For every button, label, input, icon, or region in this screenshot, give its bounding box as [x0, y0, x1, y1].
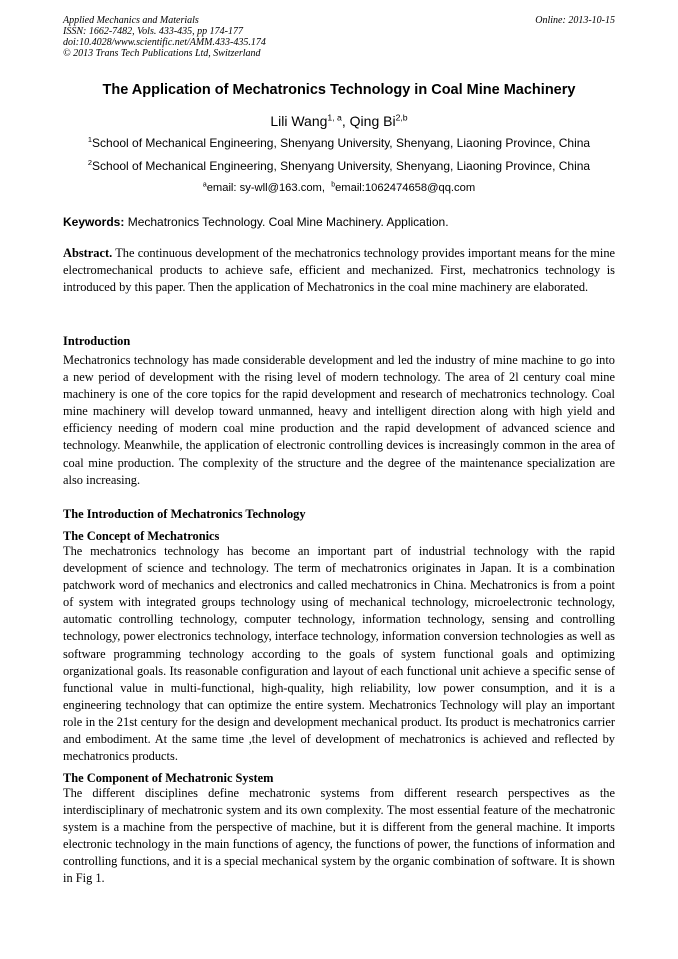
affiliation-text: School of Mechanical Engineering, Shenyang University, Shenyang, Liaoning Province, China — [92, 136, 591, 150]
subsection-heading-concept: The Concept of Mechatronics — [63, 529, 220, 543]
journal-doi: doi:10.4028/www.scientific.net/AMM.433-435.174 — [63, 37, 266, 48]
affiliation-superscript: 1 — [87, 135, 93, 144]
email-link[interactable]: email:1062474658@qq.com — [335, 182, 476, 194]
journal-info — [63, 15, 615, 59]
abstract-label: Abstract. — [63, 246, 113, 260]
keywords-label: Keywords: — [63, 215, 125, 229]
online-date: Online: 2013-10-15 — [535, 15, 615, 26]
component-paragraph: The different disciplines define mechatronic systems from different research perspectives as the interdisciplinary of mechatronic system and its own complexity. The most essential feature of the mechatronic system is a machine from the perspective of machine, but it is different from the general machine. It imports electronic technology in the main functions of agency, the functions of power, the functions of information and controlling functions, and it is a special mechanical system by the organic combination of software. It is shown in Fig 1. — [63, 786, 615, 886]
email-link[interactable]: email: sy-wll@163.com, — [206, 182, 325, 194]
concept-paragraph: The mechatronics technology has become an important part of industrial technology with the rapid development of science and technology. The term of mechatronics originates in Japan. It is a combination patchwork word of mechanics and electronics and called mechatronics in China. Mechatronics is from a point of system with integrated groups technology using of mechanical technology, microelectronic technology, automatic controlling technology, computer technology, information technology, sensing and controlling technology, power electronics technology, interface technology, information conversion technologies as well as software programming technology according to the goals of system functional goals and optimizing organizational goals. Its reasonable configuration and layout of each functional unit achieve a specific sense of functional value in multi-functional, high-quality, high reliability, low power consumption, and it is a engineering technology that can optimize the entire system. Mechatronics Technology will play an important role in the 21st century for the design and development mechanical product. Its product is mechatronics carrier and embodiment. At the same time ,the level of development of mechatronics is achieved and reflected by mechatronics products. — [63, 544, 615, 764]
journal-header — [63, 15, 615, 59]
abstract-text: The continuous development of the mechatronics technology provides important means for the mine electromechanical products to achieve safe, efficient and mechanized. First, mechatronics technology is introduced by this paper. Then the application of Mechatronics in the coal mine machinery are elaborated. — [63, 246, 616, 295]
journal-name: Applied Mechanics and Materials — [63, 15, 199, 26]
abstract-paragraph — [63, 245, 615, 296]
journal-issn: ISSN: 1662-7482, Vols. 433-435, pp 174-177 — [63, 26, 243, 37]
email-line — [40, 181, 638, 195]
introduction-paragraph: Mechatronics technology has made considerable development and led the industry of mine machine to go into a new period of development with the rising level of modern technology. The area of 2l century coal mine machinery is one of the core topics for the rapid development and research of mechatronics technology. Coal mine machinery will develop toward unmanned, heavy and intelligent direction along with high yield and efficiency needing of modern coal mine production and the rapid development of advanced science and technology. Meanwhile, the application of electronic controlling devices is increasingly common in the area of coal mine production. The complexity of the structure and the degree of the maintenance specialization are also increasing. — [63, 353, 615, 487]
affiliation-2 — [40, 159, 638, 174]
author-name: Lili Wang — [270, 113, 328, 129]
keywords-text: Mechatronics Technology. Coal Mine Machinery. Application. — [127, 215, 449, 229]
affiliation-1 — [40, 136, 638, 151]
affiliation-text: School of Mechanical Engineering, Shenyang University, Shenyang, Liaoning Province, China — [92, 159, 591, 173]
section-heading-intro-mechatronics: The Introduction of Mechatronics Technology — [63, 507, 306, 521]
paper-title: The Application of Mechatronics Technology in Coal Mine Machinery — [102, 82, 576, 98]
keywords-line — [63, 215, 615, 230]
author-superscript: 1, a — [327, 112, 342, 123]
email-superscript: b — [331, 181, 336, 189]
journal-copyright: © 2013 Trans Tech Publications Ltd, Switzerland — [63, 48, 261, 59]
author-name: Qing Bi — [349, 113, 396, 129]
author-separator: , — [341, 113, 350, 129]
subsection-heading-component: The Component of Mechatronic System — [63, 771, 274, 785]
section-heading-introduction: Introduction — [63, 334, 131, 348]
affiliation-superscript: 2 — [87, 158, 93, 167]
author-line — [40, 112, 638, 130]
email-superscript: a — [202, 181, 207, 189]
author-superscript: 2,b — [395, 112, 408, 123]
